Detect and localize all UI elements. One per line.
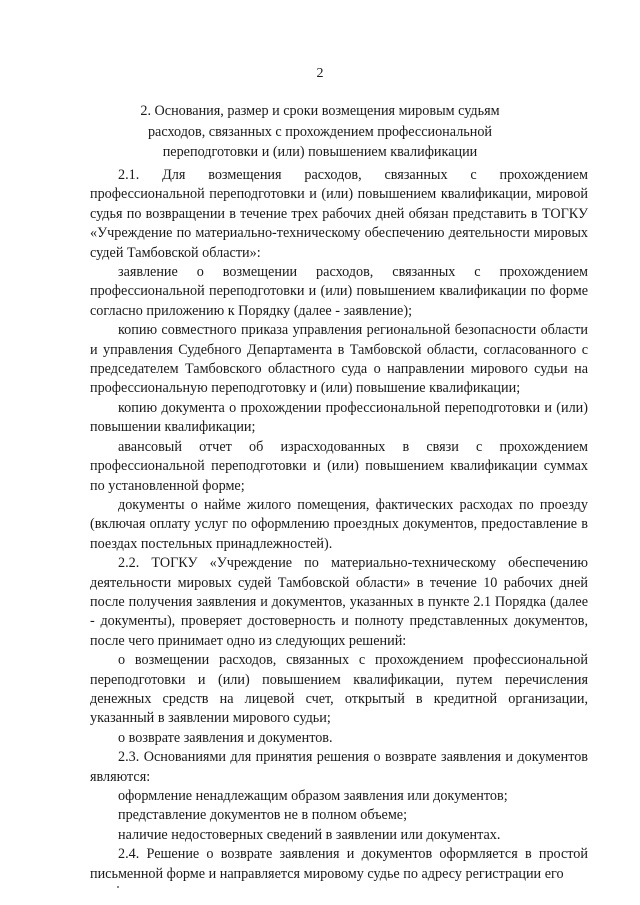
ground-incomplete: представление документов не в полном объеме; [118,807,408,824]
page-number: 2 [316,66,324,81]
paragraph-2-1: 2.1. Для возмещения расходов, связанных с прохождением профессиональной переподготовки и (или) повышением квалификации, мировой судья по возвращении в течение трех рабочих дней обязан представить в ТОГКУ «Учреждение по материально-техническому обеспечению деятельности мировых судей Тамбовской области»: [90,167,588,261]
ground-improper-form: оформление ненадлежащим образом заявления или документов; [118,788,508,804]
document-body [90,166,588,884]
list-item-advance-report: авансовый отчет об израсходованных в связи с прохождением профессиональной переподготовки и (или) повышением квалификации суммах по установленной форме; [90,438,588,494]
paragraph-2-2: 2.2. ТОГКУ «Учреждение по материально-техническому обеспечению деятельности мировых судей Тамбовской области» в течение 10 рабочих дней после получения заявления и документов, указанных в пункте 2.1 Порядка (далее - документы), проверяет достоверность и полноту представленных документов, после чего принимает одно из следующих решений: [90,555,588,649]
list-item-order-copy: копию совместного приказа управления региональной безопасности области и управления Судебного Департамента в Тамбовской области, согласованного с председателем Тамбовского областного суда о направлении мирового судьи на профессиональную переподготовку и (или) повышение квалификации; [90,322,588,397]
section-heading-line: 2. Основания, размер и сроки возмещения мировым судьям [140,103,500,119]
paragraph-2-3: 2.3. Основаниями для принятия решения о возврате заявления и документов являются: [90,749,588,785]
list-item-completion-document: копию документа о прохождении профессиональной переподготовки и (или) повышении квалификации; [90,399,588,436]
list-item-housing-documents: документы о найме жилого помещения, фактических расходах по проезду (включая оплату услуг по оформлению проездных документов, предоставление в поездах постельных принадлежностей). [90,496,588,552]
section-heading-line: расходов, связанных с прохождением профессиональной [147,123,493,140]
section-heading-line: переподготовки и (или) повышением квалификации [162,144,478,160]
decision-reimbursement: о возмещении расходов, связанных с прохождением профессиональной переподготовки и (или) повышением квалификации, путем перечисления денежных средств на лицевой счет, открытый в кредитной организации, указанный в заявлении мирового судьи; [90,652,588,727]
section-heading [120,101,520,163]
scan-speck [117,886,119,888]
list-item-application: заявление о возмещении расходов, связанных с прохождением профессиональной переподготовки и (или) повышением квалификации по форме согласно приложению к Порядку (далее - заявление); [90,264,588,319]
decision-return: о возврате заявления и документов. [118,729,333,746]
ground-false-info: наличие недостоверных сведений в заявлении или документах. [118,826,501,843]
paragraph-2-4: 2.4. Решение о возврате заявления и документов оформляется в простой письменной форме и направляется мировому судье по адресу регистрации его [90,846,588,882]
